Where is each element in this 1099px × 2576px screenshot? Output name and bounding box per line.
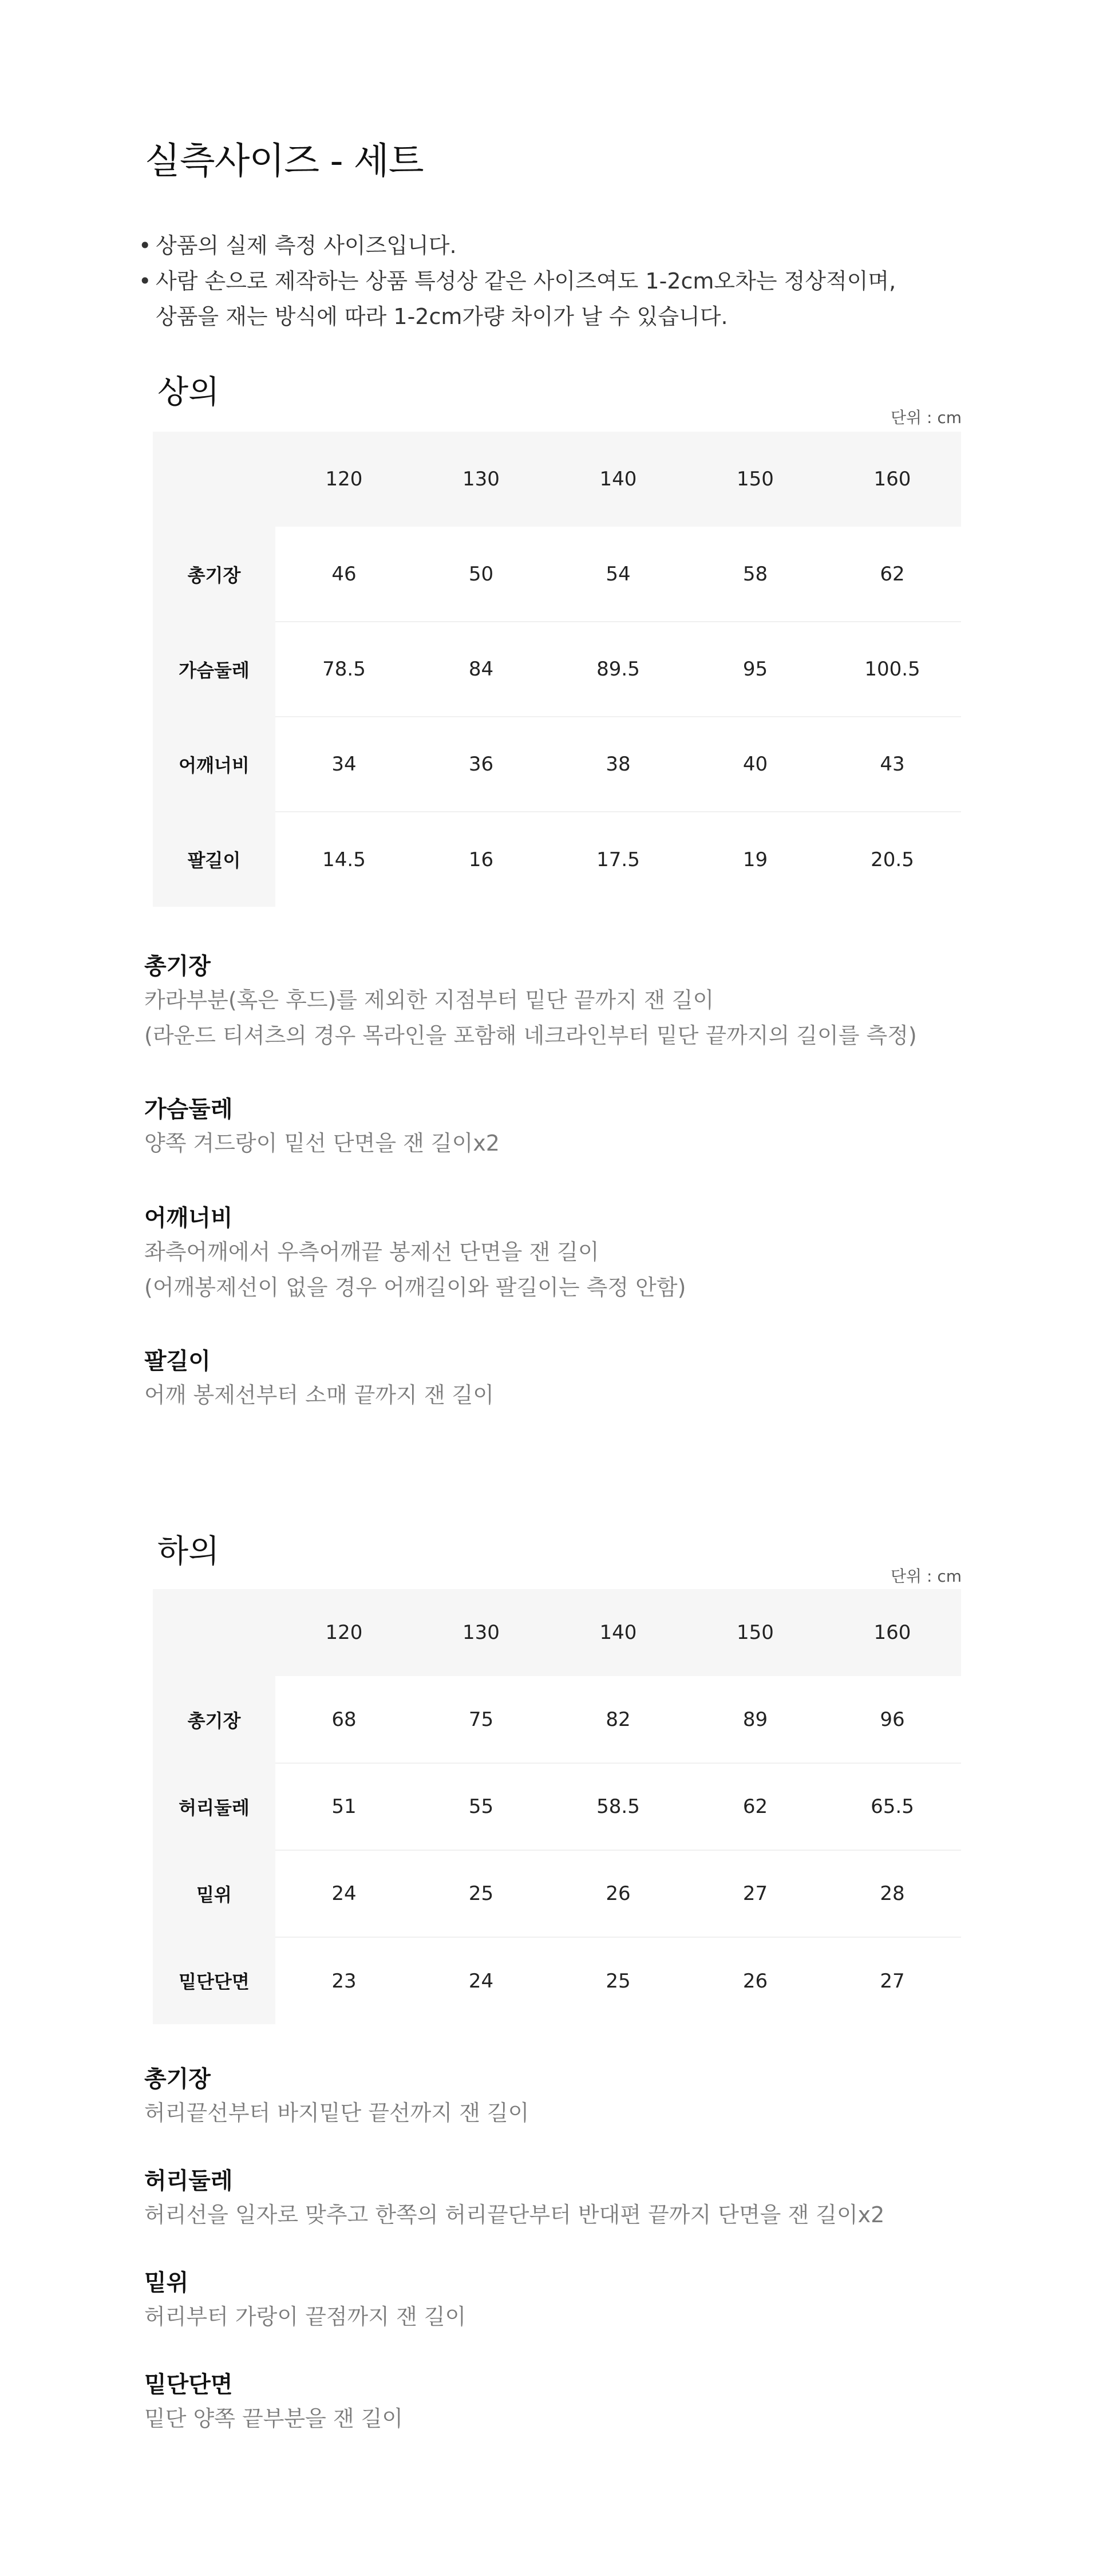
definition-title: 허리둘레	[144, 2168, 233, 2194]
definition-item	[144, 2063, 1003, 2131]
table-cell: 38	[550, 717, 687, 812]
table-cell: 27	[687, 1850, 824, 1937]
table-cell: 19	[742, 848, 768, 871]
table-cell: 40	[687, 717, 824, 812]
table-cell: 68	[275, 1676, 413, 1763]
table-cell: 25	[413, 1850, 550, 1937]
table-cell: 54	[550, 527, 687, 622]
size-header: 160	[824, 1589, 961, 1676]
table-cell: 51	[275, 1763, 413, 1850]
definition-text: 허리선을 일자로 맞추고 한쪽의 허리끝단부터 반대편 끝까지 단면을 잰 길이x2	[144, 2202, 885, 2227]
size-header: 130	[413, 1589, 550, 1676]
size-header: 120	[275, 432, 413, 527]
top-size-table	[153, 432, 961, 907]
table-cell: 100.5	[824, 622, 961, 717]
definition-text: 허리부터 가랑이 끝점까지 잰 길이	[144, 2304, 467, 2329]
definition-item	[144, 1093, 1003, 1161]
definition-title: 총기장	[144, 2066, 211, 2092]
table-cell: 23	[331, 1969, 357, 1993]
row-label: 허리둘레	[153, 1763, 275, 1850]
row-label: 밑단단면	[153, 1937, 275, 2024]
table-cell: 43	[824, 717, 961, 812]
table-cell: 24	[468, 1969, 494, 1993]
definition-item	[144, 950, 1003, 1053]
definition-title: 밑위	[144, 2270, 189, 2296]
row-label: 어깨너비	[153, 717, 275, 812]
table-cell: 20.5	[871, 848, 914, 871]
table-row	[153, 622, 961, 717]
definition-text: (어깨봉제선이 없을 경우 어깨길이와 팔길이는 측정 안함)	[144, 1275, 686, 1300]
bottom-unit-label: 단위 : cm	[891, 1567, 962, 1586]
table-header-row	[153, 432, 961, 527]
table-cell: 17.5	[596, 848, 640, 871]
table-cell: 84	[413, 622, 550, 717]
table-cell: 34	[275, 717, 413, 812]
table-cell: 36	[413, 717, 550, 812]
table-cell: 62	[824, 527, 961, 622]
table-row	[153, 1850, 961, 1937]
bottom-size-table	[153, 1589, 961, 2024]
size-header: 150	[687, 432, 824, 527]
top-unit-label: 단위 : cm	[891, 408, 962, 427]
definition-text: 카라부분(혹은 후드)를 제외한 지점부터 밑단 끝까지 잰 길이	[144, 987, 714, 1013]
row-label: 가슴둘레	[153, 622, 275, 717]
note-text: 상품의 실제 측정 사이즈입니다.	[156, 233, 457, 258]
definition-title: 어깨너비	[144, 1205, 233, 1231]
top-section-title: 상의	[157, 374, 220, 411]
table-cell: 58	[687, 527, 824, 622]
definition-text: (라운드 티셔츠의 경우 목라인을 포함해 네크라인부터 밑단 끝까지의 길이를 측정)	[144, 1023, 917, 1048]
note-text: 사람 손으로 제작하는 상품 특성상 같은 사이즈여도 1-2cm오차는 정상적이며,	[156, 268, 896, 294]
table-cell: 89	[687, 1676, 824, 1763]
table-cell: 25	[606, 1969, 631, 1993]
table-cell: 50	[413, 527, 550, 622]
table-cell: 58.5	[550, 1763, 687, 1850]
definition-item	[144, 2369, 1003, 2436]
header-corner-cell	[153, 432, 275, 527]
size-header: 130	[413, 432, 550, 527]
definition-item	[144, 1345, 1003, 1413]
definition-text: 허리끝선부터 바지밑단 끝선까지 잰 길이	[144, 2100, 529, 2125]
table-cell: 55	[413, 1763, 550, 1850]
table-row	[153, 1763, 961, 1850]
table-cell: 14.5	[322, 848, 366, 871]
table-cell: 95	[687, 622, 824, 717]
table-row	[153, 1937, 961, 2024]
table-cell: 27	[880, 1969, 905, 1993]
note-item	[139, 263, 997, 334]
definition-title: 밑단단면	[144, 2372, 233, 2398]
definition-item	[144, 2165, 1003, 2233]
size-header: 120	[275, 1589, 413, 1676]
definition-item	[144, 1202, 1003, 1305]
table-cell: 24	[275, 1850, 413, 1937]
note-text: 상품을 재는 방식에 따라 1-2cm가량 차이가 날 수 있습니다.	[156, 304, 728, 329]
definition-item	[144, 2267, 1003, 2334]
table-row	[153, 1676, 961, 1763]
bottom-section-title: 하의	[157, 1533, 220, 1570]
size-header: 140	[550, 432, 687, 527]
table-cell: 28	[824, 1850, 961, 1937]
table-cell: 78.5	[275, 622, 413, 717]
table-row	[153, 812, 961, 907]
definition-text: 양쪽 겨드랑이 밑선 단면을 잰 길이x2	[144, 1131, 500, 1156]
definition-text: 어깨 봉제선부터 소매 끝까지 잰 길이	[144, 1382, 495, 1408]
row-label: 밑위	[153, 1850, 275, 1937]
table-cell: 89.5	[550, 622, 687, 717]
table-cell: 46	[275, 527, 413, 622]
table-cell: 26	[742, 1969, 768, 1993]
size-header: 140	[550, 1589, 687, 1676]
definition-text: 밑단 양쪽 끝부분을 잰 길이	[144, 2406, 404, 2431]
table-cell: 62	[687, 1763, 824, 1850]
table-row	[153, 527, 961, 622]
definition-title: 팔길이	[144, 1348, 211, 1374]
header-corner-cell	[153, 1589, 275, 1676]
table-row	[153, 717, 961, 812]
size-header: 150	[687, 1589, 824, 1676]
table-cell: 82	[550, 1676, 687, 1763]
table-cell: 96	[824, 1676, 961, 1763]
notes-list	[139, 228, 997, 334]
note-item	[139, 228, 997, 263]
table-cell: 75	[413, 1676, 550, 1763]
definition-title: 총기장	[144, 953, 211, 979]
definition-text: 좌측어깨에서 우측어깨끝 봉제선 단면을 잰 길이	[144, 1239, 599, 1265]
table-cell: 65.5	[824, 1763, 961, 1850]
definition-title: 가슴둘레	[144, 1096, 233, 1123]
row-label: 팔길이	[153, 812, 275, 907]
table-cell: 26	[550, 1850, 687, 1937]
size-header: 160	[824, 432, 961, 527]
table-header-row	[153, 1589, 961, 1676]
row-label: 총기장	[153, 1676, 275, 1763]
page-title: 실측사이즈 - 세트	[145, 140, 424, 183]
table-cell: 16	[468, 848, 494, 871]
row-label: 총기장	[153, 527, 275, 622]
